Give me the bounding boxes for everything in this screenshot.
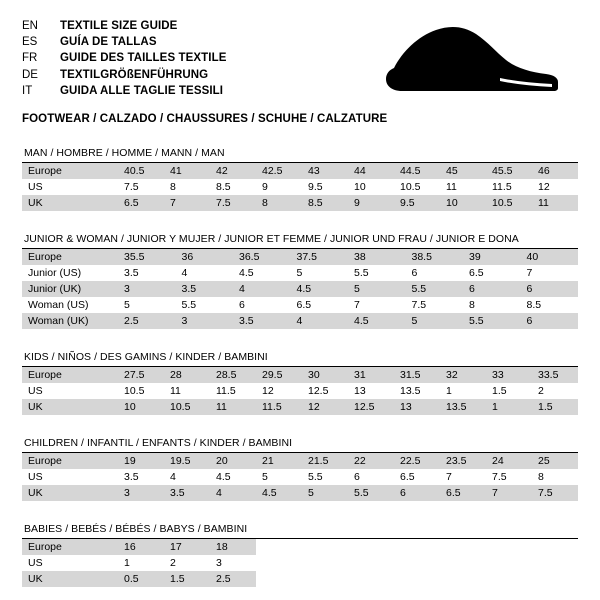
cell: 4 bbox=[291, 313, 349, 329]
cell: 7.5 bbox=[406, 297, 464, 313]
cell: 11.5 bbox=[256, 399, 302, 415]
cell: 32 bbox=[440, 367, 486, 383]
cell: 3 bbox=[118, 485, 164, 501]
cell: 8.5 bbox=[210, 179, 256, 195]
cell: 6 bbox=[233, 297, 291, 313]
cell: 27.5 bbox=[118, 367, 164, 383]
cell-empty bbox=[486, 571, 532, 587]
cell: 3.5 bbox=[164, 485, 210, 501]
size-table-kids bbox=[22, 367, 578, 415]
table-row bbox=[22, 367, 578, 383]
cell: 3 bbox=[118, 281, 176, 297]
table-row bbox=[22, 281, 578, 297]
table-row bbox=[22, 163, 578, 179]
cell-empty bbox=[394, 571, 440, 587]
row-label: Woman (US) bbox=[22, 297, 118, 313]
row-label: UK bbox=[22, 399, 118, 415]
cell: 12.5 bbox=[348, 399, 394, 415]
cell: 19.5 bbox=[164, 453, 210, 469]
size-block-man bbox=[22, 147, 578, 211]
cell: 11 bbox=[164, 383, 210, 399]
cell: 6.5 bbox=[118, 195, 164, 211]
cell: 3 bbox=[176, 313, 234, 329]
size-table-man bbox=[22, 163, 578, 211]
cell: 10.5 bbox=[164, 399, 210, 415]
cell: 4 bbox=[164, 469, 210, 485]
cell: 2 bbox=[164, 555, 210, 571]
cell: 13 bbox=[348, 383, 394, 399]
cell: 12.5 bbox=[302, 383, 348, 399]
row-label: Woman (UK) bbox=[22, 313, 118, 329]
cell-empty bbox=[302, 571, 348, 587]
cell: 6.5 bbox=[291, 297, 349, 313]
table-row bbox=[22, 265, 578, 281]
cell: 18 bbox=[210, 539, 256, 555]
cell: 6 bbox=[406, 265, 464, 281]
cell: 10.5 bbox=[118, 383, 164, 399]
cell-empty bbox=[256, 555, 302, 571]
cell: 16 bbox=[118, 539, 164, 555]
cell: 1.5 bbox=[532, 399, 578, 415]
cell: 5 bbox=[118, 297, 176, 313]
cell: 28 bbox=[164, 367, 210, 383]
cell: 30 bbox=[302, 367, 348, 383]
cell: 8.5 bbox=[302, 195, 348, 211]
language-row bbox=[22, 34, 227, 50]
language-code: EN bbox=[22, 20, 38, 32]
cell: 23.5 bbox=[440, 453, 486, 469]
cell: 1 bbox=[440, 383, 486, 399]
cell: 11.5 bbox=[486, 179, 532, 195]
cell: 10 bbox=[348, 179, 394, 195]
language-code: IT bbox=[22, 84, 33, 97]
row-label: UK bbox=[22, 195, 118, 211]
cell-empty bbox=[348, 555, 394, 571]
cell-empty bbox=[440, 555, 486, 571]
cell: 2.5 bbox=[210, 571, 256, 587]
cell-empty bbox=[440, 571, 486, 587]
table-row bbox=[22, 453, 578, 469]
row-label: US bbox=[22, 469, 118, 485]
cell-empty bbox=[302, 539, 348, 555]
cell: 12 bbox=[532, 179, 578, 195]
row-label: Junior (UK) bbox=[22, 281, 118, 297]
cell: 5.5 bbox=[406, 281, 464, 297]
cell: 5 bbox=[302, 485, 348, 501]
size-table-babies bbox=[22, 539, 578, 587]
cell: 31 bbox=[348, 367, 394, 383]
language-title: GUIDE DES TAILLES TEXTILE bbox=[60, 52, 227, 65]
cell: 11.5 bbox=[210, 383, 256, 399]
cell: 41 bbox=[164, 163, 210, 179]
cell-empty bbox=[486, 539, 532, 555]
row-label: US bbox=[22, 179, 118, 195]
language-row bbox=[22, 67, 227, 83]
cell-empty bbox=[394, 539, 440, 555]
table-row bbox=[22, 485, 578, 501]
language-code: ES bbox=[22, 36, 38, 49]
cell: 11 bbox=[440, 179, 486, 195]
cell: 37.5 bbox=[291, 249, 349, 265]
cell: 33.5 bbox=[532, 367, 578, 383]
block-title: KIDS / NIÑOS / DES GAMINS / KINDER / BAMBINI bbox=[24, 351, 268, 364]
cell-empty bbox=[302, 555, 348, 571]
block-title: JUNIOR & WOMAN / JUNIOR Y MUJER / JUNIOR ET FEMME / JUNIOR UND FRAU / JUNIOR E DONA bbox=[24, 233, 519, 246]
cell: 4 bbox=[176, 265, 234, 281]
cell: 5.5 bbox=[463, 313, 521, 329]
size-block-babies bbox=[22, 523, 578, 587]
row-label: UK bbox=[22, 485, 118, 501]
cell: 7 bbox=[348, 297, 406, 313]
cell: 6 bbox=[394, 485, 440, 501]
cell: 13.5 bbox=[394, 383, 440, 399]
language-code: FR bbox=[22, 52, 38, 65]
language-title: TEXTILGRÖßENFÜHRUNG bbox=[60, 68, 209, 81]
size-block-kids bbox=[22, 351, 578, 415]
cell: 7 bbox=[164, 195, 210, 211]
cell: 1.5 bbox=[164, 571, 210, 587]
page-header bbox=[22, 18, 578, 99]
table-row bbox=[22, 399, 578, 415]
language-row bbox=[22, 18, 227, 34]
cell: 3.5 bbox=[176, 281, 234, 297]
cell: 20 bbox=[210, 453, 256, 469]
cell: 1 bbox=[118, 555, 164, 571]
block-title: CHILDREN / INFANTIL / ENFANTS / KINDER / BAMBINI bbox=[24, 437, 293, 450]
language-title: TEXTILE SIZE GUIDE bbox=[60, 20, 178, 32]
cell: 7 bbox=[440, 469, 486, 485]
cell: 4.5 bbox=[210, 469, 256, 485]
table-row bbox=[22, 313, 578, 329]
table-row bbox=[22, 195, 578, 211]
cell: 1 bbox=[486, 399, 532, 415]
language-title-list bbox=[22, 18, 227, 99]
cell: 45.5 bbox=[486, 163, 532, 179]
cell: 5 bbox=[406, 313, 464, 329]
cell: 4 bbox=[233, 281, 291, 297]
cell-empty bbox=[532, 539, 578, 555]
cell: 38 bbox=[348, 249, 406, 265]
row-label: Europe bbox=[22, 163, 118, 179]
cell: 3.5 bbox=[118, 265, 176, 281]
cell-empty bbox=[394, 555, 440, 571]
cell: 11 bbox=[532, 195, 578, 211]
language-row bbox=[22, 83, 227, 99]
cell: 9 bbox=[256, 179, 302, 195]
cell: 12 bbox=[302, 399, 348, 415]
cell-empty bbox=[348, 571, 394, 587]
cell: 5 bbox=[256, 469, 302, 485]
dress-shoe-icon bbox=[380, 22, 560, 99]
block-title: BABIES / BEBÉS / BÉBÉS / BABYS / BAMBINI bbox=[24, 523, 248, 536]
cell: 31.5 bbox=[394, 367, 440, 383]
cell: 22 bbox=[348, 453, 394, 469]
language-code: DE bbox=[22, 68, 38, 81]
cell: 3 bbox=[210, 555, 256, 571]
cell: 7 bbox=[521, 265, 579, 281]
cell: 45 bbox=[440, 163, 486, 179]
row-label: Europe bbox=[22, 453, 118, 469]
cell: 5.5 bbox=[176, 297, 234, 313]
cell: 21 bbox=[256, 453, 302, 469]
cell: 42.5 bbox=[256, 163, 302, 179]
cell: 19 bbox=[118, 453, 164, 469]
cell: 5.5 bbox=[348, 265, 406, 281]
table-row bbox=[22, 555, 578, 571]
cell: 2.5 bbox=[118, 313, 176, 329]
cell: 40.5 bbox=[118, 163, 164, 179]
row-label: UK bbox=[22, 571, 118, 587]
cell: 38.5 bbox=[406, 249, 464, 265]
row-label: Europe bbox=[22, 249, 118, 265]
cell: 12 bbox=[256, 383, 302, 399]
language-title: GUÍA DE TALLAS bbox=[60, 36, 157, 49]
table-row bbox=[22, 571, 578, 587]
cell: 7.5 bbox=[118, 179, 164, 195]
cell: 6 bbox=[521, 281, 579, 297]
row-label: US bbox=[22, 555, 118, 571]
cell: 42 bbox=[210, 163, 256, 179]
cell: 5.5 bbox=[302, 469, 348, 485]
row-label: US bbox=[22, 383, 118, 399]
cell: 17 bbox=[164, 539, 210, 555]
cell: 4.5 bbox=[256, 485, 302, 501]
table-row bbox=[22, 249, 578, 265]
cell: 10 bbox=[118, 399, 164, 415]
cell: 43 bbox=[302, 163, 348, 179]
cell: 9.5 bbox=[394, 195, 440, 211]
cell: 11 bbox=[210, 399, 256, 415]
cell: 46 bbox=[532, 163, 578, 179]
cell: 5 bbox=[291, 265, 349, 281]
size-table-junior-woman bbox=[22, 249, 578, 329]
cell: 10.5 bbox=[486, 195, 532, 211]
cell: 10.5 bbox=[394, 179, 440, 195]
cell: 7.5 bbox=[532, 485, 578, 501]
cell: 25 bbox=[532, 453, 578, 469]
cell-empty bbox=[532, 571, 578, 587]
cell: 8 bbox=[164, 179, 210, 195]
table-row bbox=[22, 469, 578, 485]
cell: 4 bbox=[210, 485, 256, 501]
cell: 6.5 bbox=[440, 485, 486, 501]
size-block-children bbox=[22, 437, 578, 501]
cell-empty bbox=[532, 555, 578, 571]
cell: 7.5 bbox=[210, 195, 256, 211]
cell: 44 bbox=[348, 163, 394, 179]
cell: 40 bbox=[521, 249, 579, 265]
size-table-children bbox=[22, 453, 578, 501]
cell: 7.5 bbox=[486, 469, 532, 485]
cell: 22.5 bbox=[394, 453, 440, 469]
cell-empty bbox=[256, 571, 302, 587]
cell: 13.5 bbox=[440, 399, 486, 415]
size-block-junior-woman bbox=[22, 233, 578, 329]
cell: 8.5 bbox=[521, 297, 579, 313]
cell: 8 bbox=[256, 195, 302, 211]
cell: 10 bbox=[440, 195, 486, 211]
block-title: MAN / HOMBRE / HOMME / MANN / MAN bbox=[24, 147, 225, 160]
cell: 39 bbox=[463, 249, 521, 265]
cell: 33 bbox=[486, 367, 532, 383]
cell: 4.5 bbox=[233, 265, 291, 281]
cell-empty bbox=[440, 539, 486, 555]
cell: 9.5 bbox=[302, 179, 348, 195]
cell: 4.5 bbox=[291, 281, 349, 297]
cell: 0.5 bbox=[118, 571, 164, 587]
language-row bbox=[22, 50, 227, 66]
cell: 1.5 bbox=[486, 383, 532, 399]
cell: 9 bbox=[348, 195, 394, 211]
cell: 35.5 bbox=[118, 249, 176, 265]
cell: 8 bbox=[532, 469, 578, 485]
cell: 8 bbox=[463, 297, 521, 313]
table-row bbox=[22, 297, 578, 313]
footwear-section-title: FOOTWEAR / CALZADO / CHAUSSURES / SCHUHE / CALZATURE bbox=[22, 113, 388, 126]
cell: 6 bbox=[348, 469, 394, 485]
table-row bbox=[22, 539, 578, 555]
cell: 6 bbox=[463, 281, 521, 297]
cell: 28.5 bbox=[210, 367, 256, 383]
cell-empty bbox=[348, 539, 394, 555]
cell-empty bbox=[256, 539, 302, 555]
table-row bbox=[22, 179, 578, 195]
row-label: Junior (US) bbox=[22, 265, 118, 281]
cell: 5.5 bbox=[348, 485, 394, 501]
language-title: GUIDA ALLE TAGLIE TESSILI bbox=[60, 84, 224, 97]
table-row bbox=[22, 383, 578, 399]
cell: 4.5 bbox=[348, 313, 406, 329]
cell: 36.5 bbox=[233, 249, 291, 265]
row-label: Europe bbox=[22, 539, 118, 555]
cell: 36 bbox=[176, 249, 234, 265]
cell: 13 bbox=[394, 399, 440, 415]
cell: 6.5 bbox=[394, 469, 440, 485]
cell: 3.5 bbox=[118, 469, 164, 485]
cell: 3.5 bbox=[233, 313, 291, 329]
row-label: Europe bbox=[22, 367, 118, 383]
cell: 44.5 bbox=[394, 163, 440, 179]
cell: 24 bbox=[486, 453, 532, 469]
cell: 7 bbox=[486, 485, 532, 501]
cell: 21.5 bbox=[302, 453, 348, 469]
cell: 6.5 bbox=[463, 265, 521, 281]
cell: 5 bbox=[348, 281, 406, 297]
cell: 29.5 bbox=[256, 367, 302, 383]
cell: 6 bbox=[521, 313, 579, 329]
cell: 2 bbox=[532, 383, 578, 399]
cell-empty bbox=[486, 555, 532, 571]
